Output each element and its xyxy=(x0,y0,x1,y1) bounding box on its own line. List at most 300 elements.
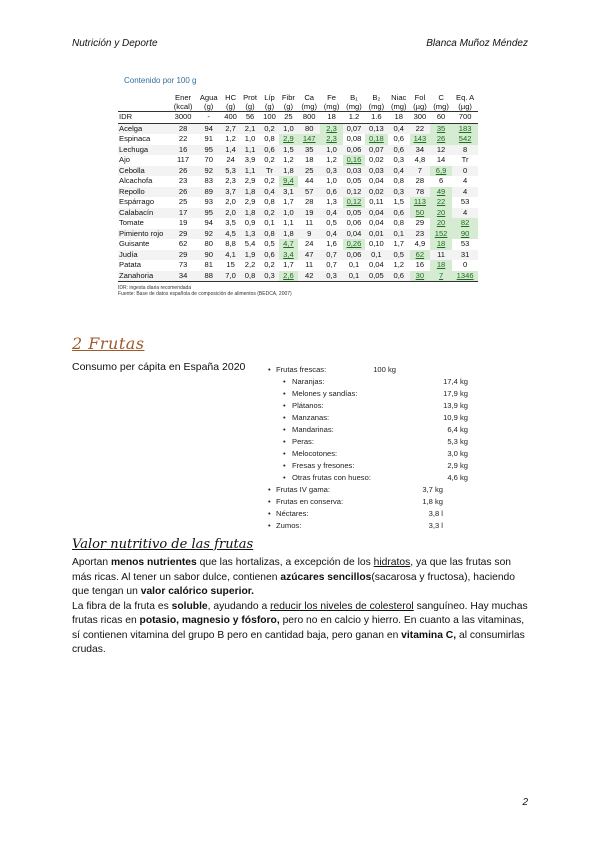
table-cell: 0,2 xyxy=(260,208,279,219)
table-cell: 0,04 xyxy=(343,229,365,240)
table-header-col xyxy=(240,93,260,112)
table-cell: 26 xyxy=(430,134,452,145)
table-cell: 400 xyxy=(221,112,240,124)
table-cell: 7,0 xyxy=(221,271,240,282)
table-cell: 17 xyxy=(170,208,196,219)
nutrition-table xyxy=(118,93,478,282)
table-cell: 0,08 xyxy=(346,134,362,143)
table-cell: 62 xyxy=(178,239,188,248)
table-cell: 0,3 xyxy=(393,155,405,164)
column-name: Líp xyxy=(264,93,275,102)
table-cell: 28 xyxy=(415,176,425,185)
table-cell: 1,0 xyxy=(244,134,256,143)
table-cell: 2,3 xyxy=(320,123,342,134)
table-cell: 60 xyxy=(430,112,452,124)
table-cell: 56 xyxy=(240,112,260,124)
table-cell: 0,6 xyxy=(388,208,410,219)
column-unit: (g) xyxy=(204,102,214,111)
table-cell: 18 xyxy=(320,112,342,124)
table-cell: 1.6 xyxy=(365,112,387,124)
table-cell: 300 xyxy=(410,112,430,124)
text-bold: vitamina C, xyxy=(401,629,457,641)
table-cell: 83 xyxy=(204,176,213,185)
text-run: Aportan xyxy=(72,557,111,568)
list-item xyxy=(268,448,468,460)
column-unit: (g) xyxy=(283,102,294,111)
table-cell: 82 xyxy=(452,218,478,229)
table-cell: 7 xyxy=(410,166,430,177)
table-cell: 113 xyxy=(410,197,430,208)
table-cell: 3,4 xyxy=(279,250,298,261)
table-cell: 0,8 xyxy=(240,271,260,282)
row-food-name: Judía xyxy=(118,250,170,261)
table-cell: 0,2 xyxy=(264,260,275,269)
table-cell: 11 xyxy=(430,250,452,261)
bullet-icon: • xyxy=(283,473,286,482)
table-row xyxy=(118,218,478,229)
table-cell: 0,6 xyxy=(393,134,405,143)
list-item-value: 5,3 kg xyxy=(447,437,468,446)
table-cell: 100 xyxy=(260,112,279,124)
table-header-col xyxy=(365,93,387,112)
bullet-icon: • xyxy=(268,365,271,374)
column-name: Eq. A xyxy=(456,93,475,102)
table-cell: 1,6 xyxy=(326,239,337,248)
table-cell: 23 xyxy=(178,176,188,185)
column-name: Niac xyxy=(391,93,407,102)
bullet-icon: • xyxy=(268,497,271,506)
table-header-col xyxy=(170,93,196,112)
table-cell: 3,7 xyxy=(221,187,240,198)
list-item-label: Peras: xyxy=(292,437,314,446)
table-cell: 0,04 xyxy=(368,260,384,269)
table-cell: 2,9 xyxy=(244,176,256,185)
table-row xyxy=(118,250,478,261)
table-cell: 0,02 xyxy=(368,155,384,164)
table-cell: 1,1 xyxy=(283,218,294,227)
table-cell: 22 xyxy=(410,123,430,134)
table-cell: 0,11 xyxy=(369,197,384,206)
table-cell: 0,5 xyxy=(264,239,275,248)
table-cell: 80 xyxy=(204,239,213,248)
table-row xyxy=(118,166,478,177)
table-cell: 152 xyxy=(430,229,452,240)
table-cell: 0,03 xyxy=(343,166,365,177)
text-run: (sacarosa y fructosa), haciendo que tengan un xyxy=(72,571,516,597)
table-cell: 20 xyxy=(430,218,452,229)
table-cell: 95 xyxy=(196,145,221,156)
table-header-col xyxy=(279,93,298,112)
bullet-icon: • xyxy=(283,377,286,386)
table-notes xyxy=(118,285,498,297)
table-cell: 1,5 xyxy=(393,197,405,206)
table-row xyxy=(118,134,478,145)
table-cell: 57 xyxy=(298,187,320,198)
table-cell: 0,3 xyxy=(320,271,342,282)
table-cell: 0,1 xyxy=(388,229,410,240)
table-cell: 117 xyxy=(177,155,190,164)
table-cell: 800 xyxy=(298,112,320,124)
table-cell: 18 xyxy=(430,239,452,250)
table-cell: 3,5 xyxy=(225,218,236,227)
table-cell: 3,1 xyxy=(279,187,298,198)
table-cell: 25 xyxy=(178,197,188,206)
row-food-name: Patata xyxy=(119,260,141,269)
column-unit: (mg) xyxy=(390,102,407,111)
text-run: sanguíneo. Hay muchas frutas ricas en xyxy=(72,600,528,626)
table-header-col xyxy=(320,93,342,112)
table-cell: 25 xyxy=(298,166,320,177)
table-cell: 5,3 xyxy=(221,166,240,177)
list-item xyxy=(268,484,468,496)
table-cell: 0,1 xyxy=(348,260,360,269)
text-underline: hidratos xyxy=(373,557,411,568)
table-cell: 0,8 xyxy=(264,197,275,206)
table-cell: 95 xyxy=(196,208,221,219)
list-item-value: 4,6 kg xyxy=(447,473,468,482)
table-cell: 2,0 xyxy=(221,208,240,219)
list-item-value: 2,9 kg xyxy=(447,461,468,470)
table-cell: 92 xyxy=(196,229,221,240)
table-cell: 90 xyxy=(452,229,478,240)
table-cell: 6,9 xyxy=(430,166,452,177)
table-cell: 0,5 xyxy=(388,250,410,261)
bullet-icon: • xyxy=(268,521,271,530)
column-name: Ener xyxy=(175,93,192,102)
table-cell: 53 xyxy=(460,197,470,206)
text-run: La fibra de la fruta es xyxy=(72,600,172,612)
table-cell: 29 xyxy=(170,250,196,261)
table-cell: 6 xyxy=(438,176,444,185)
table-cell: 0,8 xyxy=(264,134,275,143)
table-note-idr: IDR: ingesta diaria recomendada xyxy=(118,285,192,291)
text-run: al consumirlas crudas. xyxy=(72,629,525,655)
table-cell: 0,02 xyxy=(365,187,387,198)
table-cell: 50 xyxy=(410,208,430,219)
row-food-name: Guisante xyxy=(119,239,150,248)
table-body xyxy=(118,112,478,282)
table-cell: 0,6 xyxy=(260,145,279,156)
table-cell: 2,0 xyxy=(225,197,236,206)
table-cell: 81 xyxy=(204,260,213,269)
table-cell: 49 xyxy=(430,187,452,198)
table-cell: 31 xyxy=(452,250,478,261)
list-item-value: 3,3 l xyxy=(428,521,443,530)
list-item xyxy=(268,508,468,520)
table-cell: 0 xyxy=(463,260,468,269)
text-run: pero no en calcio y hierro. En cuanto a las vitaminas, sí contienen vitamina del grupo B pero en cantidad baja, pero ganan en xyxy=(72,615,525,641)
table-row xyxy=(118,260,478,271)
row-food-name: Lechuga xyxy=(118,145,170,156)
table-cell: 19 xyxy=(178,218,188,227)
list-item xyxy=(268,460,468,472)
table-cell: 78 xyxy=(410,187,430,198)
bullet-icon: • xyxy=(283,401,286,410)
table-cell: 1,5 xyxy=(279,145,298,156)
table-row xyxy=(118,197,478,208)
table-cell: 62 xyxy=(410,250,430,261)
table-cell: 0,4 xyxy=(320,208,342,219)
table-cell: 1,2 xyxy=(225,134,236,143)
table-cell: 0,1 xyxy=(343,271,365,282)
row-food-name: Espárrago xyxy=(119,197,155,206)
table-cell: 0,03 xyxy=(365,166,387,177)
paragraph-1 xyxy=(72,556,532,600)
list-item-label: Mandarinas: xyxy=(292,425,334,434)
table-cell: 29 xyxy=(415,218,425,227)
table-cell: 1,0 xyxy=(320,145,342,156)
body-text xyxy=(72,556,532,658)
table-cell: 0,07 xyxy=(365,145,387,156)
row-food-name: Calabacín xyxy=(118,208,170,219)
table-cell: 0,8 xyxy=(260,229,279,240)
column-unit: (mg) xyxy=(433,102,449,111)
column-name: HC xyxy=(225,93,237,102)
consumo-label: Consumo per cápita en España 2020 xyxy=(72,361,246,373)
table-row xyxy=(118,145,478,156)
list-item xyxy=(268,436,468,448)
text-run: que las hortalizas, a excepción de los xyxy=(196,557,374,568)
list-item-value: 100 kg xyxy=(373,365,396,374)
table-cell: 42 xyxy=(298,271,320,282)
table-cell: 1,3 xyxy=(326,197,337,206)
list-item xyxy=(268,376,468,388)
table-cell: 0,26 xyxy=(343,239,365,250)
column-unit: (g) xyxy=(264,102,275,111)
list-item-value: 3,8 l xyxy=(428,509,443,518)
table-cell: 92 xyxy=(196,166,221,177)
table-row xyxy=(118,176,478,187)
table-cell: 44 xyxy=(304,176,314,185)
consumption-list xyxy=(268,364,468,532)
table-header-row xyxy=(118,93,478,112)
table-cell: 0,4 xyxy=(260,187,279,198)
bullet-icon: • xyxy=(283,389,286,398)
table-cell: 542 xyxy=(452,134,478,145)
table-cell: 1,1 xyxy=(240,166,260,177)
table-cell: 4,9 xyxy=(414,239,426,248)
table-note-source: Fuente: Base de datos española de composición de alimentos (BEDCA, 2007) xyxy=(118,291,292,297)
list-item-label: Néctares: xyxy=(276,509,309,518)
text-underline: reducir los niveles de colesterol xyxy=(270,600,414,612)
table-cell: 9 xyxy=(298,229,320,240)
row-food-name: Tomate xyxy=(119,218,144,227)
text-bold: azúcares sencillos xyxy=(280,571,372,583)
table-cell: 91 xyxy=(204,134,213,143)
list-item xyxy=(268,412,468,424)
table-cell: 4,1 xyxy=(221,250,240,261)
table-cell: 1,2 xyxy=(326,155,337,164)
table-cell: 0,04 xyxy=(365,208,387,219)
table-cell: 1,0 xyxy=(279,208,298,219)
table-cell: 35 xyxy=(298,145,320,156)
table-cell: 22 xyxy=(178,134,188,143)
table-row xyxy=(118,208,478,219)
bullet-icon: • xyxy=(268,509,271,518)
table-cell: 1,0 xyxy=(326,176,337,185)
table-cell: 0,4 xyxy=(388,166,410,177)
table-cell: 1,7 xyxy=(283,260,294,269)
table-cell: 1346 xyxy=(452,271,478,282)
list-item-label: Naranjas: xyxy=(292,377,325,386)
table-cell: 16 xyxy=(170,145,196,156)
table-cell: 0,9 xyxy=(244,218,256,227)
table-cell: 4,7 xyxy=(279,239,298,250)
table-cell: 4 xyxy=(452,187,478,198)
table-header-col xyxy=(298,93,320,112)
table-cell: 25 xyxy=(279,112,298,124)
table-cell: 11 xyxy=(305,260,314,269)
table-cell: 0,3 xyxy=(388,187,410,198)
table-cell: 22 xyxy=(430,197,452,208)
table-cell: 700 xyxy=(452,112,478,124)
list-item-label: Frutas en conserva: xyxy=(276,497,344,506)
subsection-title: Valor nutritivo de las frutas xyxy=(72,537,254,552)
table-cell: 0,6 xyxy=(388,271,410,282)
table-cell: 14 xyxy=(436,155,446,164)
table-cell: 0,8 xyxy=(393,176,405,185)
table-cell: 2,9 xyxy=(244,197,256,206)
table-cell: 2,1 xyxy=(240,123,260,134)
table-cell: 3000 xyxy=(170,112,196,124)
table-cell: 26 xyxy=(170,187,196,198)
table-row xyxy=(118,112,478,124)
table-cell: 0,07 xyxy=(343,123,365,134)
table-cell: 24 xyxy=(304,239,314,248)
page-number: 2 xyxy=(522,797,528,808)
table-cell: 0,4 xyxy=(320,229,342,240)
table-cell: 1,7 xyxy=(393,239,405,248)
table-cell: 0,5 xyxy=(326,218,337,227)
table-cell: 47 xyxy=(298,250,320,261)
table-cell: 0,12 xyxy=(343,197,365,208)
column-name: Ca xyxy=(304,93,315,102)
table-cell: 0,6 xyxy=(260,250,279,261)
text-run: , ya que las frutas son más ricas. Al tener un sabor dulce, contienen xyxy=(72,557,512,583)
table-cell: 0,7 xyxy=(326,260,337,269)
table-cell: 1,0 xyxy=(279,123,298,134)
table-header-col xyxy=(430,93,452,112)
table-cell: 4 xyxy=(452,208,478,219)
paragraph-2 xyxy=(72,600,532,658)
list-item-value: 10,9 kg xyxy=(443,413,468,422)
table-cell: 28 xyxy=(170,123,196,134)
table-cell: 4,5 xyxy=(221,229,240,240)
table-cell: 19 xyxy=(298,208,320,219)
table-row xyxy=(118,123,478,134)
table-cell: 0,18 xyxy=(365,134,387,145)
table-cell: 2,7 xyxy=(221,123,240,134)
table-cell: 1,9 xyxy=(240,250,260,261)
header-left: Nutrición y Deporte xyxy=(72,38,158,49)
table-cell: 94 xyxy=(204,218,213,227)
table-cell: 0,06 xyxy=(343,250,365,261)
table-header-col xyxy=(221,93,240,112)
list-item xyxy=(268,472,468,484)
table-title: Contenido por 100 g xyxy=(124,76,197,85)
table-cell: 89 xyxy=(196,187,221,198)
table-cell: 8,8 xyxy=(225,239,236,248)
table-cell: 0,3 xyxy=(260,271,279,282)
table-cell: 1,8 xyxy=(240,208,260,219)
list-item xyxy=(268,400,468,412)
nutrition-table-figure xyxy=(118,76,498,297)
list-item xyxy=(268,520,468,532)
table-row xyxy=(118,239,478,250)
row-food-name: Espinaca xyxy=(119,134,151,143)
table-cell: 0 xyxy=(452,166,478,177)
row-food-name: Ajo xyxy=(119,155,130,164)
table-cell: 20 xyxy=(430,208,452,219)
table-row xyxy=(118,271,478,282)
list-item-value: 13,9 kg xyxy=(443,401,468,410)
text-bold: menos nutrientes xyxy=(110,557,197,568)
table-header-col xyxy=(196,93,221,112)
table-cell: 0,2 xyxy=(264,176,275,185)
table-cell: 0,12 xyxy=(343,187,365,198)
table-cell: 2,3 xyxy=(320,134,342,145)
column-unit: (µg) xyxy=(413,102,427,111)
row-food-name: Cebolla xyxy=(118,166,170,177)
row-food-name: IDR xyxy=(118,112,170,124)
list-item-label: Manzanas: xyxy=(292,413,330,422)
table-cell: 1,8 xyxy=(279,166,298,177)
table-cell: 2,2 xyxy=(244,260,256,269)
table-cell: 5,4 xyxy=(244,239,256,248)
table-header-col xyxy=(260,93,279,112)
column-name: Fe xyxy=(327,93,337,102)
table-row xyxy=(118,155,478,166)
table-cell: 90 xyxy=(196,250,221,261)
table-cell: 0,01 xyxy=(365,229,387,240)
table-cell: 1,7 xyxy=(283,197,294,206)
section-title: 2 Frutas xyxy=(72,334,145,353)
table-header-col xyxy=(343,93,365,112)
list-item-label: Otras frutas con hueso: xyxy=(292,473,371,482)
list-item-label: Frutas IV gama: xyxy=(276,485,331,494)
table-cell: 0,8 xyxy=(393,218,405,227)
table-cell: 0,05 xyxy=(365,271,387,282)
table-cell: 0,6 xyxy=(388,145,410,156)
column-unit: (kcal) xyxy=(173,102,193,111)
table-cell: 70 xyxy=(204,155,213,164)
row-food-name: Pimiento rojo xyxy=(118,229,170,240)
table-cell: 3,9 xyxy=(244,155,256,164)
text-bold: soluble xyxy=(171,600,208,612)
table-cell: 4,8 xyxy=(414,155,426,164)
table-cell: 1,2 xyxy=(393,260,405,269)
list-item-value: 3,0 kg xyxy=(447,449,468,458)
column-unit: (mg) xyxy=(323,102,340,111)
table-cell: 18 xyxy=(304,155,314,164)
list-item xyxy=(268,496,468,508)
table-cell: 0,06 xyxy=(343,145,365,156)
table-cell: 23 xyxy=(410,229,430,240)
list-item xyxy=(268,388,468,400)
table-cell: 53 xyxy=(460,239,470,248)
table-cell: 0,10 xyxy=(368,239,384,248)
row-food-name: Zanahoria xyxy=(118,271,170,282)
table-cell: 0,13 xyxy=(365,123,387,134)
list-item-value: 6,4 kg xyxy=(447,425,468,434)
column-name: Prot xyxy=(243,93,257,102)
bullet-icon: • xyxy=(283,425,286,434)
column-unit: (mg) xyxy=(301,102,317,111)
table-cell: 18 xyxy=(430,260,452,271)
table-cell: 1,8 xyxy=(240,187,260,198)
bullet-icon: • xyxy=(283,449,286,458)
table-cell: 1,1 xyxy=(240,145,260,156)
